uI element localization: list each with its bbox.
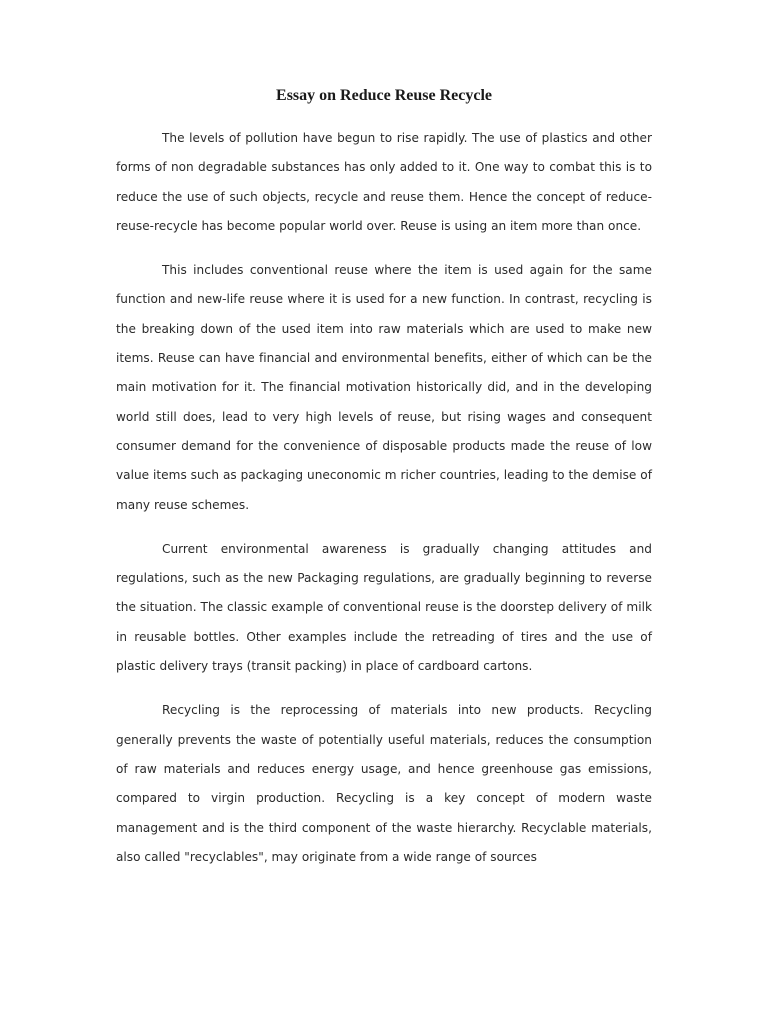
paragraph-4: Recycling is the reprocessing of materials into new products. Recycling generally prevents the waste of potentially useful materials, reduces the consumption of raw materials and reduces energy usage, and hence greenhouse gas emissions, compared to virgin production. Recycling is a key concept of modern waste management and is the third component of the waste hierarchy. Recyclable materials, also called "recyclables", may originate from a wide range of sources	[116, 703, 652, 864]
essay-body	[116, 124, 652, 887]
paragraph-1: The levels of pollution have begun to rise rapidly. The use of plastics and other forms of non degradable substances has only added to it. One way to combat this is to reduce the use of such objects, recycle and reuse them. Hence the concept of reduce-reuse-recycle has become popular world over. Reuse is using an item more than once.	[116, 131, 652, 233]
essay-title: Essay on Reduce Reuse Recycle	[276, 87, 492, 104]
paragraph-2: This includes conventional reuse where the item is used again for the same function and new-life reuse where it is used for a new function. In contrast, recycling is the breaking down of the used item into raw materials which are used to make new items. Reuse can have financial and environmental benefits, either of which can be the main motivation for it. The financial motivation historically did, and in the developing world still does, lead to very high levels of reuse, but rising wages and consequent consumer demand for the convenience of disposable products made the reuse of low value items such as packaging uneconomic m richer countries, leading to the demise of many reuse schemes.	[116, 263, 652, 512]
paragraph-3: Current environmental awareness is gradually changing attitudes and regulations, such as the new Packaging regulations, are gradually beginning to reverse the situation. The classic example of conventional reuse is the doorstep delivery of milk in reusable bottles. Other examples include the retreading of tires and the use of plastic delivery trays (transit packing) in place of cardboard cartons.	[116, 541, 652, 674]
